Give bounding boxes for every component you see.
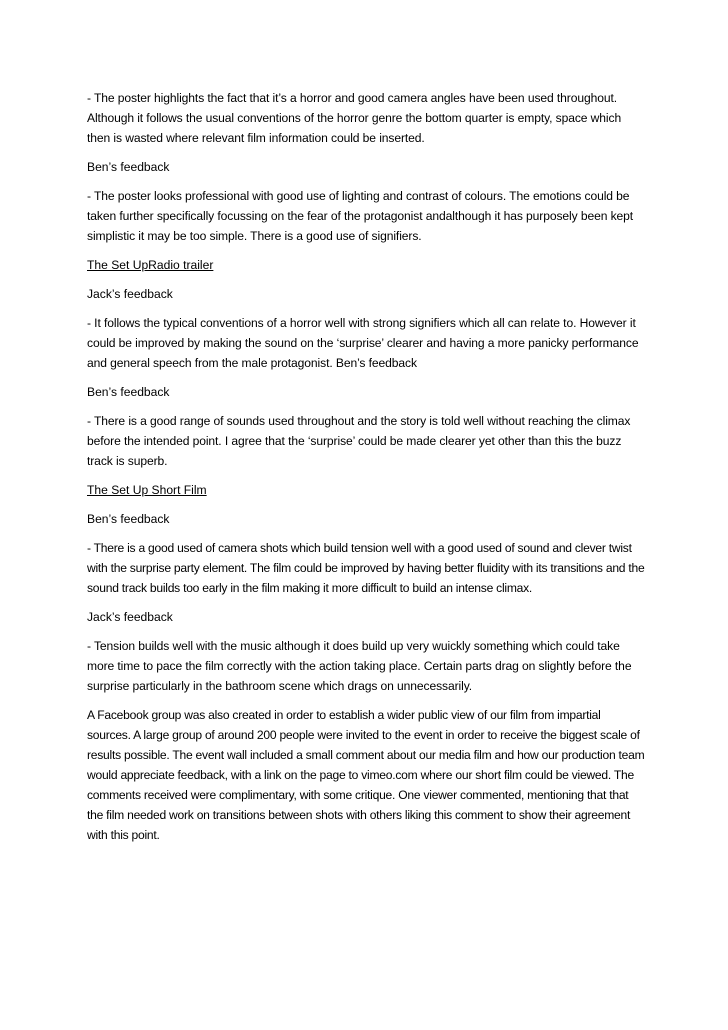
facebook-group-paragraph: A Facebook group was also created in order to establish a wider public view of our film from impartial sources. A large group of around 200 people were invited to the event in order to receive the biggest scale of results possible. The event wall included a small comment about our media film and how our production team would appreciate feedback, with a link on the page to vimeo.com where our short film could be viewed. The comments received were complimentary, with some critique. One viewer commented, mentioning that that the film needed work on transitions between shots with others liking this comment to show their agreement with this point. xyxy=(87,708,645,842)
poster-feedback-paragraph: - The poster highlights the fact that it’s a horror and good camera angles have been used throughout. Although it follows the usual conventions of the horror genre the bottom quarter is empty, space which then is wasted where relevant film information could be inserted. xyxy=(87,91,622,145)
document-page xyxy=(87,88,647,854)
radio-trailer-heading: The Set UpRadio trailer xyxy=(87,258,214,272)
bens-feedback-label-2: Ben’s feedback xyxy=(87,385,170,399)
radio-trailer-feedback-paragraph-2: - There is a good range of sounds used throughout and the story is told well without reaching the climax before the intended point. I agree that the ‘surprise’ could be made clearer yet other than this the buzz track is superb. xyxy=(87,414,631,468)
short-film-feedback-paragraph-2: - Tension builds well with the music although it does build up very wuickly something which could take more time to pace the film correctly with the action taking place. Certain parts drag on slightly before the surprise particularly in the bathroom scene which drags on unnecessarily. xyxy=(87,639,632,693)
jacks-feedback-label-2: Jack’s feedback xyxy=(87,610,173,624)
radio-trailer-feedback-paragraph: - It follows the typical conventions of a horror well with strong signifiers which all can relate to. However it could be improved by making the sound on the ‘surprise’ clearer and having a more panicky performance and general speech from the male protagonist. Ben’s feedback xyxy=(87,316,639,370)
poster-feedback-paragraph-2: - The poster looks professional with good use of lighting and contrast of colours. The emotions could be taken further specifically focussing on the fear of the protagonist andalthough it has purposely been kept simplistic it may be too simple. There is a good use of signifiers. xyxy=(87,189,634,243)
jacks-feedback-label: Jack’s feedback xyxy=(87,287,173,301)
bens-feedback-label-3: Ben’s feedback xyxy=(87,512,170,526)
bens-feedback-label: Ben’s feedback xyxy=(87,160,170,174)
short-film-heading: The Set Up Short Film xyxy=(87,483,207,497)
short-film-feedback-paragraph: - There is a good used of camera shots which build tension well with a good used of sound and clever twist with the surprise party element. The film could be improved by having better fluidity with its transitions and the sound track builds too early in the film making it more difficult to build an intense climax. xyxy=(87,541,645,595)
